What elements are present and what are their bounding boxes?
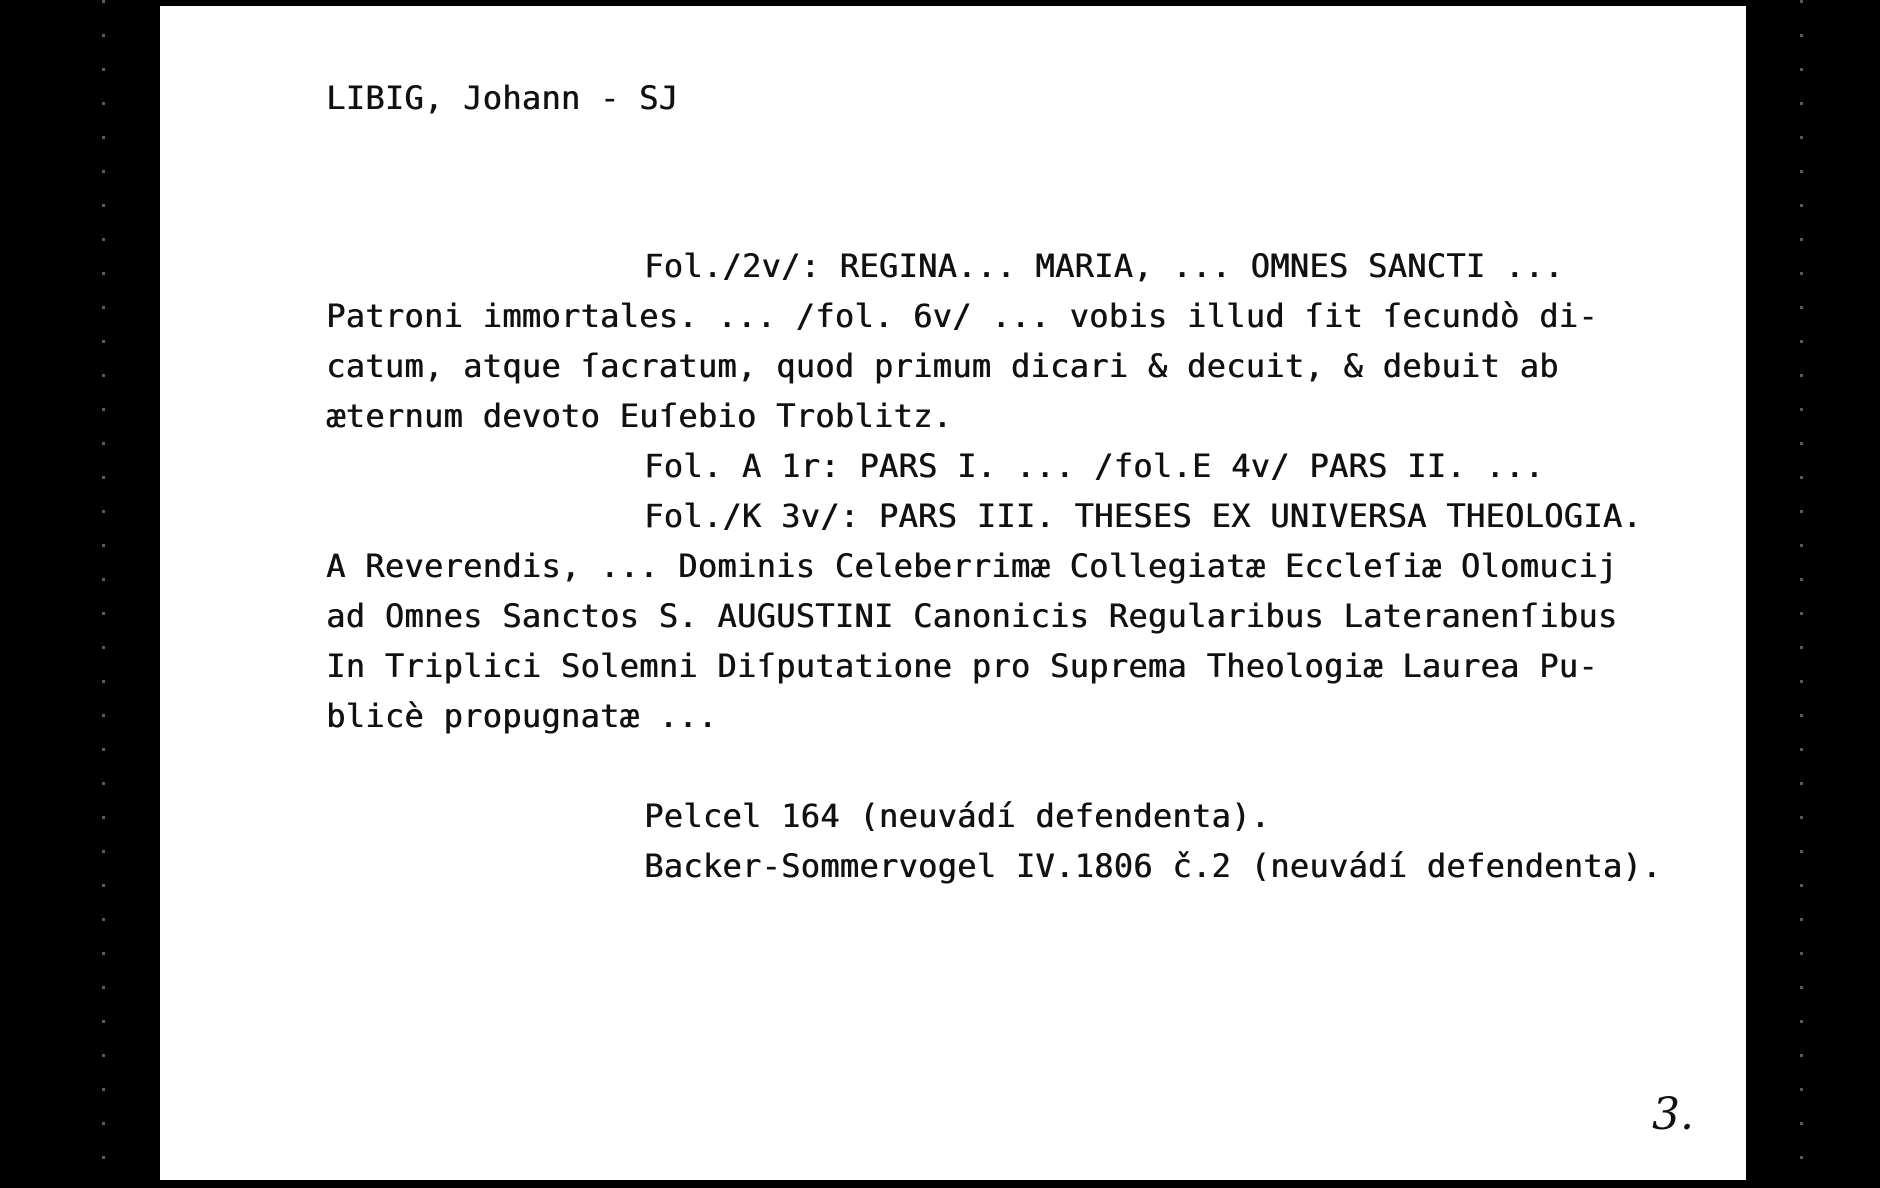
body-line-10: blicè propugnatæ ...: [326, 697, 718, 735]
body-line-4: æternum devoto Euſebio Troblitz.: [326, 397, 953, 435]
body-line-1: Fol./2v/: REGINA... MARIA, ... OMNES SANCTI ...: [644, 247, 1564, 285]
body-line-9: In Triplici Solemni Diſputatione pro Suprema Theologiæ Laurea Pu-: [326, 647, 1598, 685]
body-line-8: ad Omnes Sanctos S. AUGUSTINI Canonicis Regularibus Lateranenſibus: [326, 597, 1618, 635]
body-line-5: Fol. A 1r: PARS I. ... /fol.E 4v/ PARS II. ...: [644, 447, 1545, 485]
page-number: 3.: [1652, 1089, 1694, 1140]
body-line-6: Fol./K 3v/: PARS III. THESES EX UNIVERSA THEOLOGIA.: [644, 497, 1642, 535]
body-line-7: A Reverendis, ... Dominis Celeberrimæ Collegiatæ Eccleſiæ Olomucij: [326, 547, 1618, 585]
body-line-2: Patroni immortales. ... /fol. 6v/ ... vobis illud ſit ſecundò di-: [326, 297, 1598, 335]
right-margin-dots: [1800, 0, 1803, 1188]
left-margin-dots: [102, 0, 105, 1188]
body-line-3: catum, atque ſacratum, quod primum dicari & decuit, & debuit ab: [326, 347, 1559, 385]
catalog-card: [160, 6, 1746, 1180]
card-heading: LIBIG, Johann - SJ: [326, 79, 679, 117]
reference-backer-sommervogel: Backer-Sommervogel IV.1806 č.2 (neuvádí defendenta).: [644, 847, 1662, 885]
reference-pelcel: Pelcel 164 (neuvádí defendenta).: [644, 797, 1271, 835]
